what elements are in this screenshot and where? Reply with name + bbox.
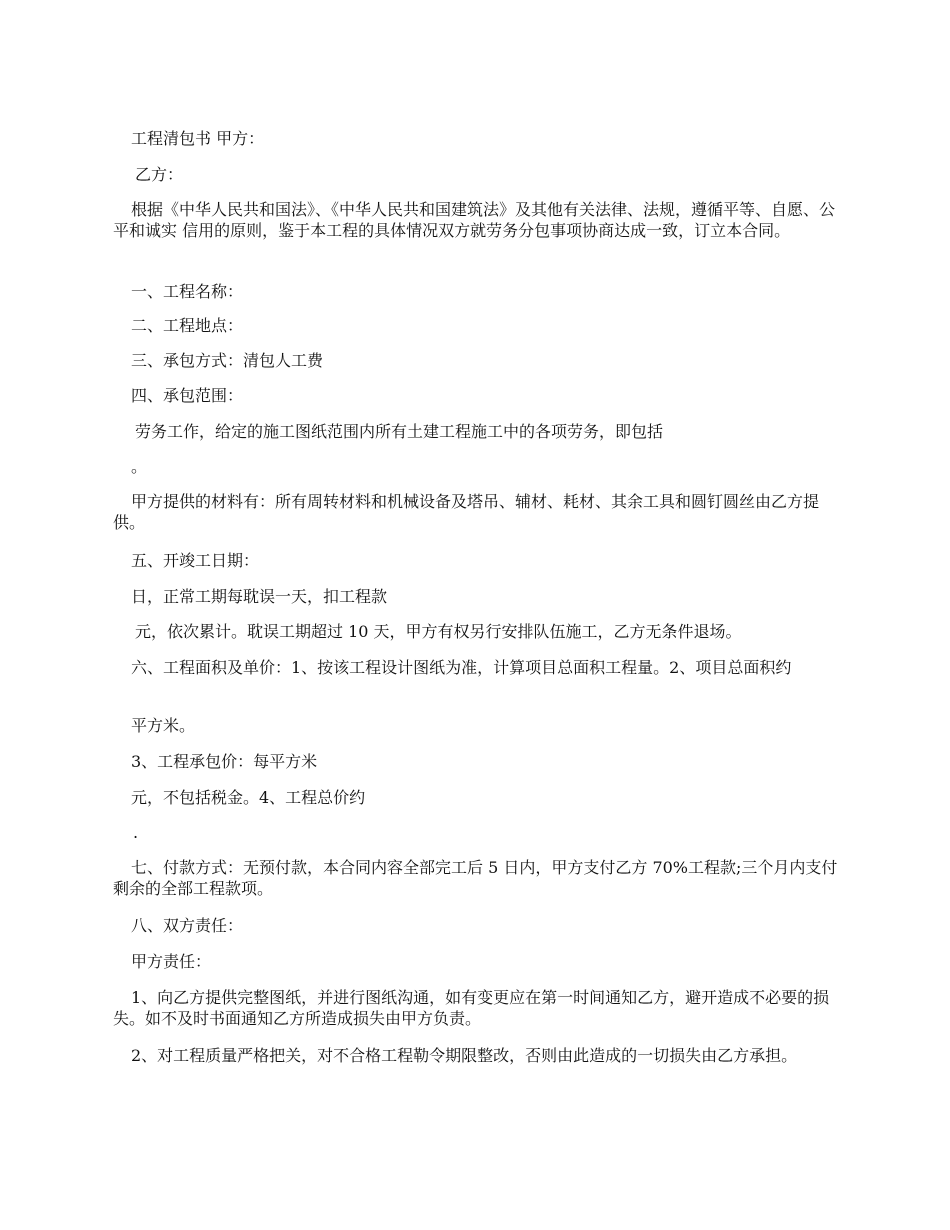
total-price-end-mark: . xyxy=(133,823,139,842)
delay-accumulation-line: 元，依次累计。耽误工期超过 10 天，甲方有权另行安排队伍施工，乙方无条件退场。 xyxy=(135,622,742,641)
area-unit-line: 平方米。 xyxy=(131,716,196,735)
clause-2-project-location: 二、工程地点： xyxy=(131,316,244,335)
delay-penalty-line: 日，正常工期每耽误一天，扣工程款 xyxy=(131,587,388,606)
party-a-duty-2: 2、对工程质量严格把关，对不合格工程勒令期限整改，否则由此造成的一切损失由乙方承担。 xyxy=(131,1046,798,1065)
total-price-line: 元，不包括税金。4、工程总价约 xyxy=(131,788,366,807)
clause-5-dates: 五、开竣工日期： xyxy=(131,551,260,570)
clause-4-contract-scope: 四、承包范围： xyxy=(131,386,244,405)
party-a-responsibilities-heading: 甲方责任： xyxy=(131,952,212,971)
clause-7-payment: 七、付款方式：无预付款，本合同内容全部完工后 5 日内，甲方支付乙方 70%工程款;三个月内支付剩余的全部工程款项。 xyxy=(113,858,838,898)
materials-paragraph: 甲方提供的材料有：所有周转材料和机械设备及塔吊、辅材、耗材、其余工具和圆钉圆丝由乙方提供。 xyxy=(113,492,820,532)
preamble-paragraph: 根据《中华人民共和国法》、《中华人民共和国建筑法》及其他有关法律、法规，遵循平等、自愿、公平和诚实 信用的原则，鉴于本工程的具体情况双方就劳务分包事项协商达成一致，订立本合同。 xyxy=(113,200,836,240)
document-title: 工程清包书 甲方： xyxy=(131,129,265,148)
unit-price-line: 3、工程承包价：每平方米 xyxy=(131,752,318,771)
scope-description: 劳务工作，给定的施工图纸范围内所有土建工程施工中的各项劳务，即包括 xyxy=(135,422,664,441)
clause-6-area-price: 六、工程面积及单价：1、按该工程设计图纸为准，计算项目总面积工程量。2、项目总面积约 xyxy=(131,658,792,677)
scope-end-mark: 。 xyxy=(131,457,148,476)
clause-3-contract-method: 三、承包方式：清包人工费 xyxy=(131,351,324,370)
clause-1-project-name: 一、工程名称： xyxy=(131,282,244,301)
party-a-duty-1: 1、向乙方提供完整图纸，并进行图纸沟通，如有变更应在第一时间通知乙方，避开造成不必要的损失。如不及时书面通知乙方所造成损失由甲方负责。 xyxy=(113,988,830,1028)
clause-8-responsibilities: 八、双方责任： xyxy=(131,916,244,935)
party-b-line: 乙方： xyxy=(135,165,184,184)
